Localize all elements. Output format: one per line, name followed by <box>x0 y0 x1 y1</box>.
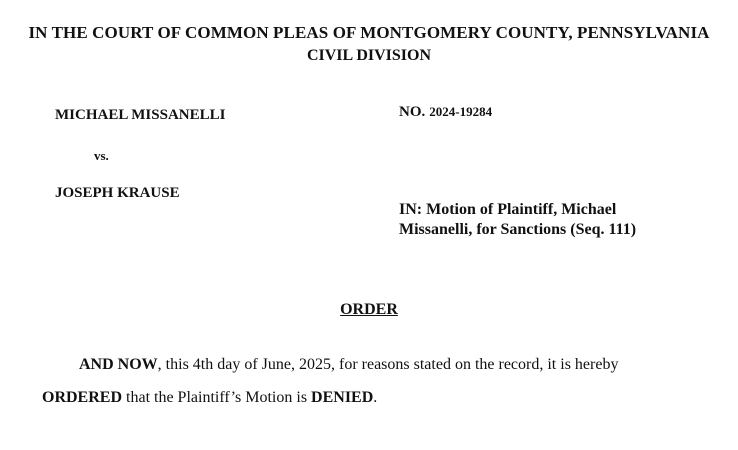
motion-line-1: IN: Motion of Plaintiff, Michael <box>399 201 617 218</box>
order-line-2-end: . <box>373 389 378 406</box>
order-title: ORDER <box>340 301 398 318</box>
order-line-2-text: that the Plaintiff’s Motion is <box>122 389 312 406</box>
and-now-text: AND NOW <box>79 356 158 373</box>
plaintiff-name: MICHAEL MISSANELLI <box>55 107 226 123</box>
order-body-line-2 <box>42 389 377 407</box>
division-caption: CIVIL DIVISION <box>306 47 432 64</box>
motion-description <box>399 200 679 240</box>
defendant-name: JOSEPH KRAUSE <box>55 185 180 201</box>
versus-text: vs. <box>94 148 109 163</box>
ordered-text: ORDERED <box>42 389 123 406</box>
court-caption: IN THE COURT OF COMMON PLEAS OF MONTGOMERY COUNTY, PENNSYLVANIA <box>28 23 710 42</box>
case-number-value: 2024-19284 <box>429 104 493 119</box>
order-body-line-1 <box>79 356 618 374</box>
case-number-label: NO. <box>399 104 426 120</box>
motion-line-2: Missanelli, for Sanctions (Seq. 111) <box>399 221 637 238</box>
denied-text: DENIED <box>311 389 374 406</box>
order-line-1-text: , this 4th day of June, 2025, for reasons stated on the record, it is hereby <box>157 356 619 373</box>
case-number <box>399 104 492 121</box>
